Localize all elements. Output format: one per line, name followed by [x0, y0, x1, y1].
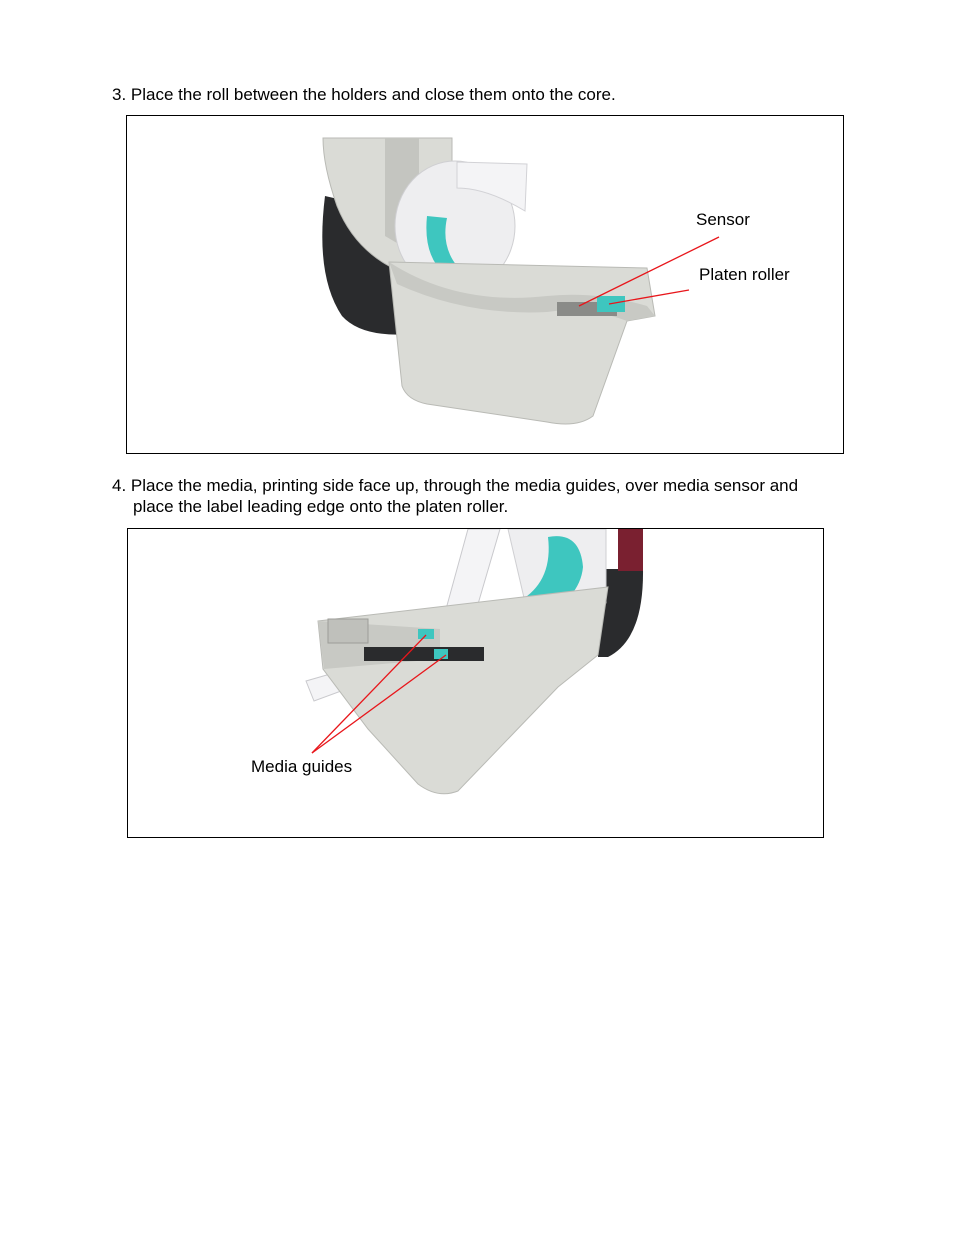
- media-guides-callout-label: Media guides: [251, 757, 353, 776]
- figure-roll-loading: [126, 115, 844, 454]
- printer-body: [318, 587, 608, 794]
- step-3-instruction: 3. Place the roll between the holders and close them onto the core.: [112, 85, 616, 104]
- step-4-instruction: [112, 475, 882, 517]
- platen-roller: [364, 647, 484, 661]
- step-4-line-2: place the label leading edge onto the platen roller.: [133, 497, 509, 516]
- sensor-callout-label: Sensor: [696, 210, 750, 229]
- step-4-line-1: 4. Place the media, printing side face up, through the media guides, over media sensor and: [112, 476, 799, 495]
- figure-media-loading: [127, 528, 824, 838]
- printer-roll-illustration: [127, 116, 845, 455]
- printer-accent: [618, 529, 643, 571]
- platen-roller-callout-label: Platen roller: [699, 265, 790, 284]
- printer-media-illustration: [128, 529, 825, 839]
- media-guide-right: [434, 649, 448, 659]
- hinge-clip: [328, 619, 368, 643]
- media-guide-left: [418, 629, 434, 639]
